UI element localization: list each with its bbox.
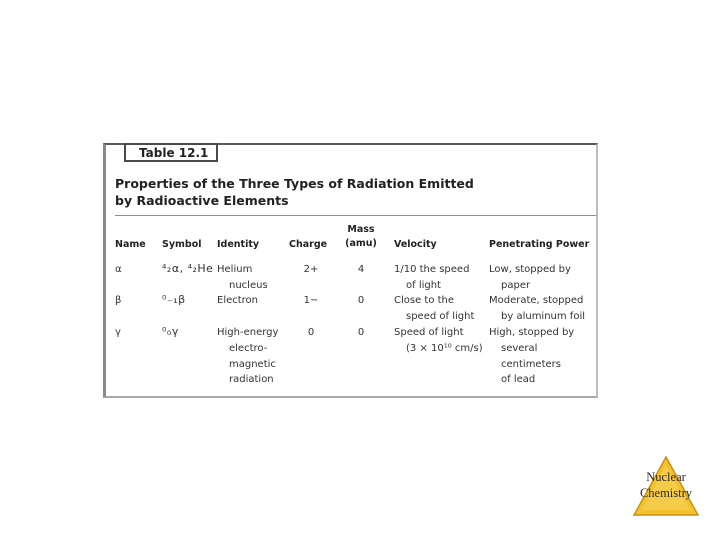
row-alpha-velocity [394, 262, 469, 294]
row-alpha-symbol: ⁴₂α, ⁴₂He [162, 262, 214, 275]
title-divider [115, 215, 596, 216]
row-beta-penetrating-power [489, 293, 585, 325]
row-gamma-power-line-2: several centimeters [501, 342, 561, 370]
row-alpha-mass: 4 [357, 264, 365, 275]
header-charge: Charge [289, 239, 328, 250]
row-gamma-name: γ [115, 327, 121, 338]
row-alpha-identity-line-2: nucleus [229, 279, 268, 291]
row-gamma-identity-line-1: High-energy [217, 327, 279, 338]
table-number-tab: Table 12.1 [124, 143, 218, 162]
row-gamma-identity-line-4: radiation [229, 374, 274, 386]
row-gamma-identity-line-2: electro- [229, 342, 268, 354]
row-beta-charge: 1− [303, 295, 319, 306]
row-beta-mass: 0 [357, 295, 365, 306]
row-alpha-name: α [115, 264, 122, 275]
header-velocity: Velocity [394, 239, 437, 250]
table-title-line-1: Properties of the Three Types of Radiation Emitted [115, 176, 474, 191]
header-mass-line-2: (amu) [345, 238, 377, 249]
row-alpha-power-line-1: Low, stopped by [489, 264, 571, 275]
row-gamma-symbol: ⁰₀γ [162, 325, 179, 338]
row-alpha-charge: 2+ [303, 264, 319, 275]
radiation-properties-table [103, 143, 598, 398]
header-mass-line-1: Mass [347, 224, 375, 235]
row-beta-name: β [115, 295, 122, 306]
row-beta-power-line-2: by aluminum foil [501, 310, 585, 322]
row-beta-symbol: ⁰₋₁β [162, 293, 186, 306]
row-gamma-charge: 0 [307, 327, 315, 338]
corner-label-line-2: Chemistry [639, 486, 693, 500]
row-gamma-power-line-1: High, stopped by [489, 327, 575, 338]
header-mass [342, 223, 380, 251]
row-alpha-identity-line-1: Helium [217, 264, 253, 275]
corner-label-line-1: Nuclear [646, 470, 686, 484]
row-alpha-identity [217, 262, 268, 294]
row-gamma-velocity-line-2: (3 × 10¹⁰ cm/s) [406, 342, 483, 354]
row-alpha-velocity-line-2: of light [406, 279, 441, 291]
row-gamma-identity-line-3: magnetic [229, 358, 276, 370]
header-name: Name [115, 239, 146, 250]
table-title [115, 175, 595, 209]
row-beta-velocity-line-2: speed of light [406, 310, 475, 322]
row-beta-identity-line-1: Electron [217, 295, 259, 306]
row-gamma-identity [217, 325, 278, 388]
row-beta-power-line-1: Moderate, stopped [489, 295, 584, 306]
row-alpha-power-line-2: paper [501, 279, 531, 291]
row-gamma-power-line-3: of lead [501, 374, 536, 386]
row-beta-identity [217, 293, 258, 309]
header-penetrating-power: Penetrating Power [489, 239, 590, 250]
corner-label [632, 469, 700, 501]
row-alpha-penetrating-power [489, 262, 571, 294]
table-title-line-2: by Radioactive Elements [115, 193, 289, 208]
row-gamma-mass: 0 [357, 327, 365, 338]
row-gamma-velocity [394, 325, 483, 357]
row-beta-velocity [394, 293, 474, 325]
row-gamma-penetrating-power [489, 325, 596, 388]
header-symbol: Symbol [162, 239, 202, 250]
nuclear-chemistry-triangle-badge [632, 455, 700, 517]
row-gamma-velocity-line-1: Speed of light [394, 327, 464, 338]
row-beta-velocity-line-1: Close to the [394, 295, 455, 306]
header-identity: Identity [217, 239, 260, 250]
row-alpha-velocity-line-1: 1/10 the speed [394, 264, 470, 275]
